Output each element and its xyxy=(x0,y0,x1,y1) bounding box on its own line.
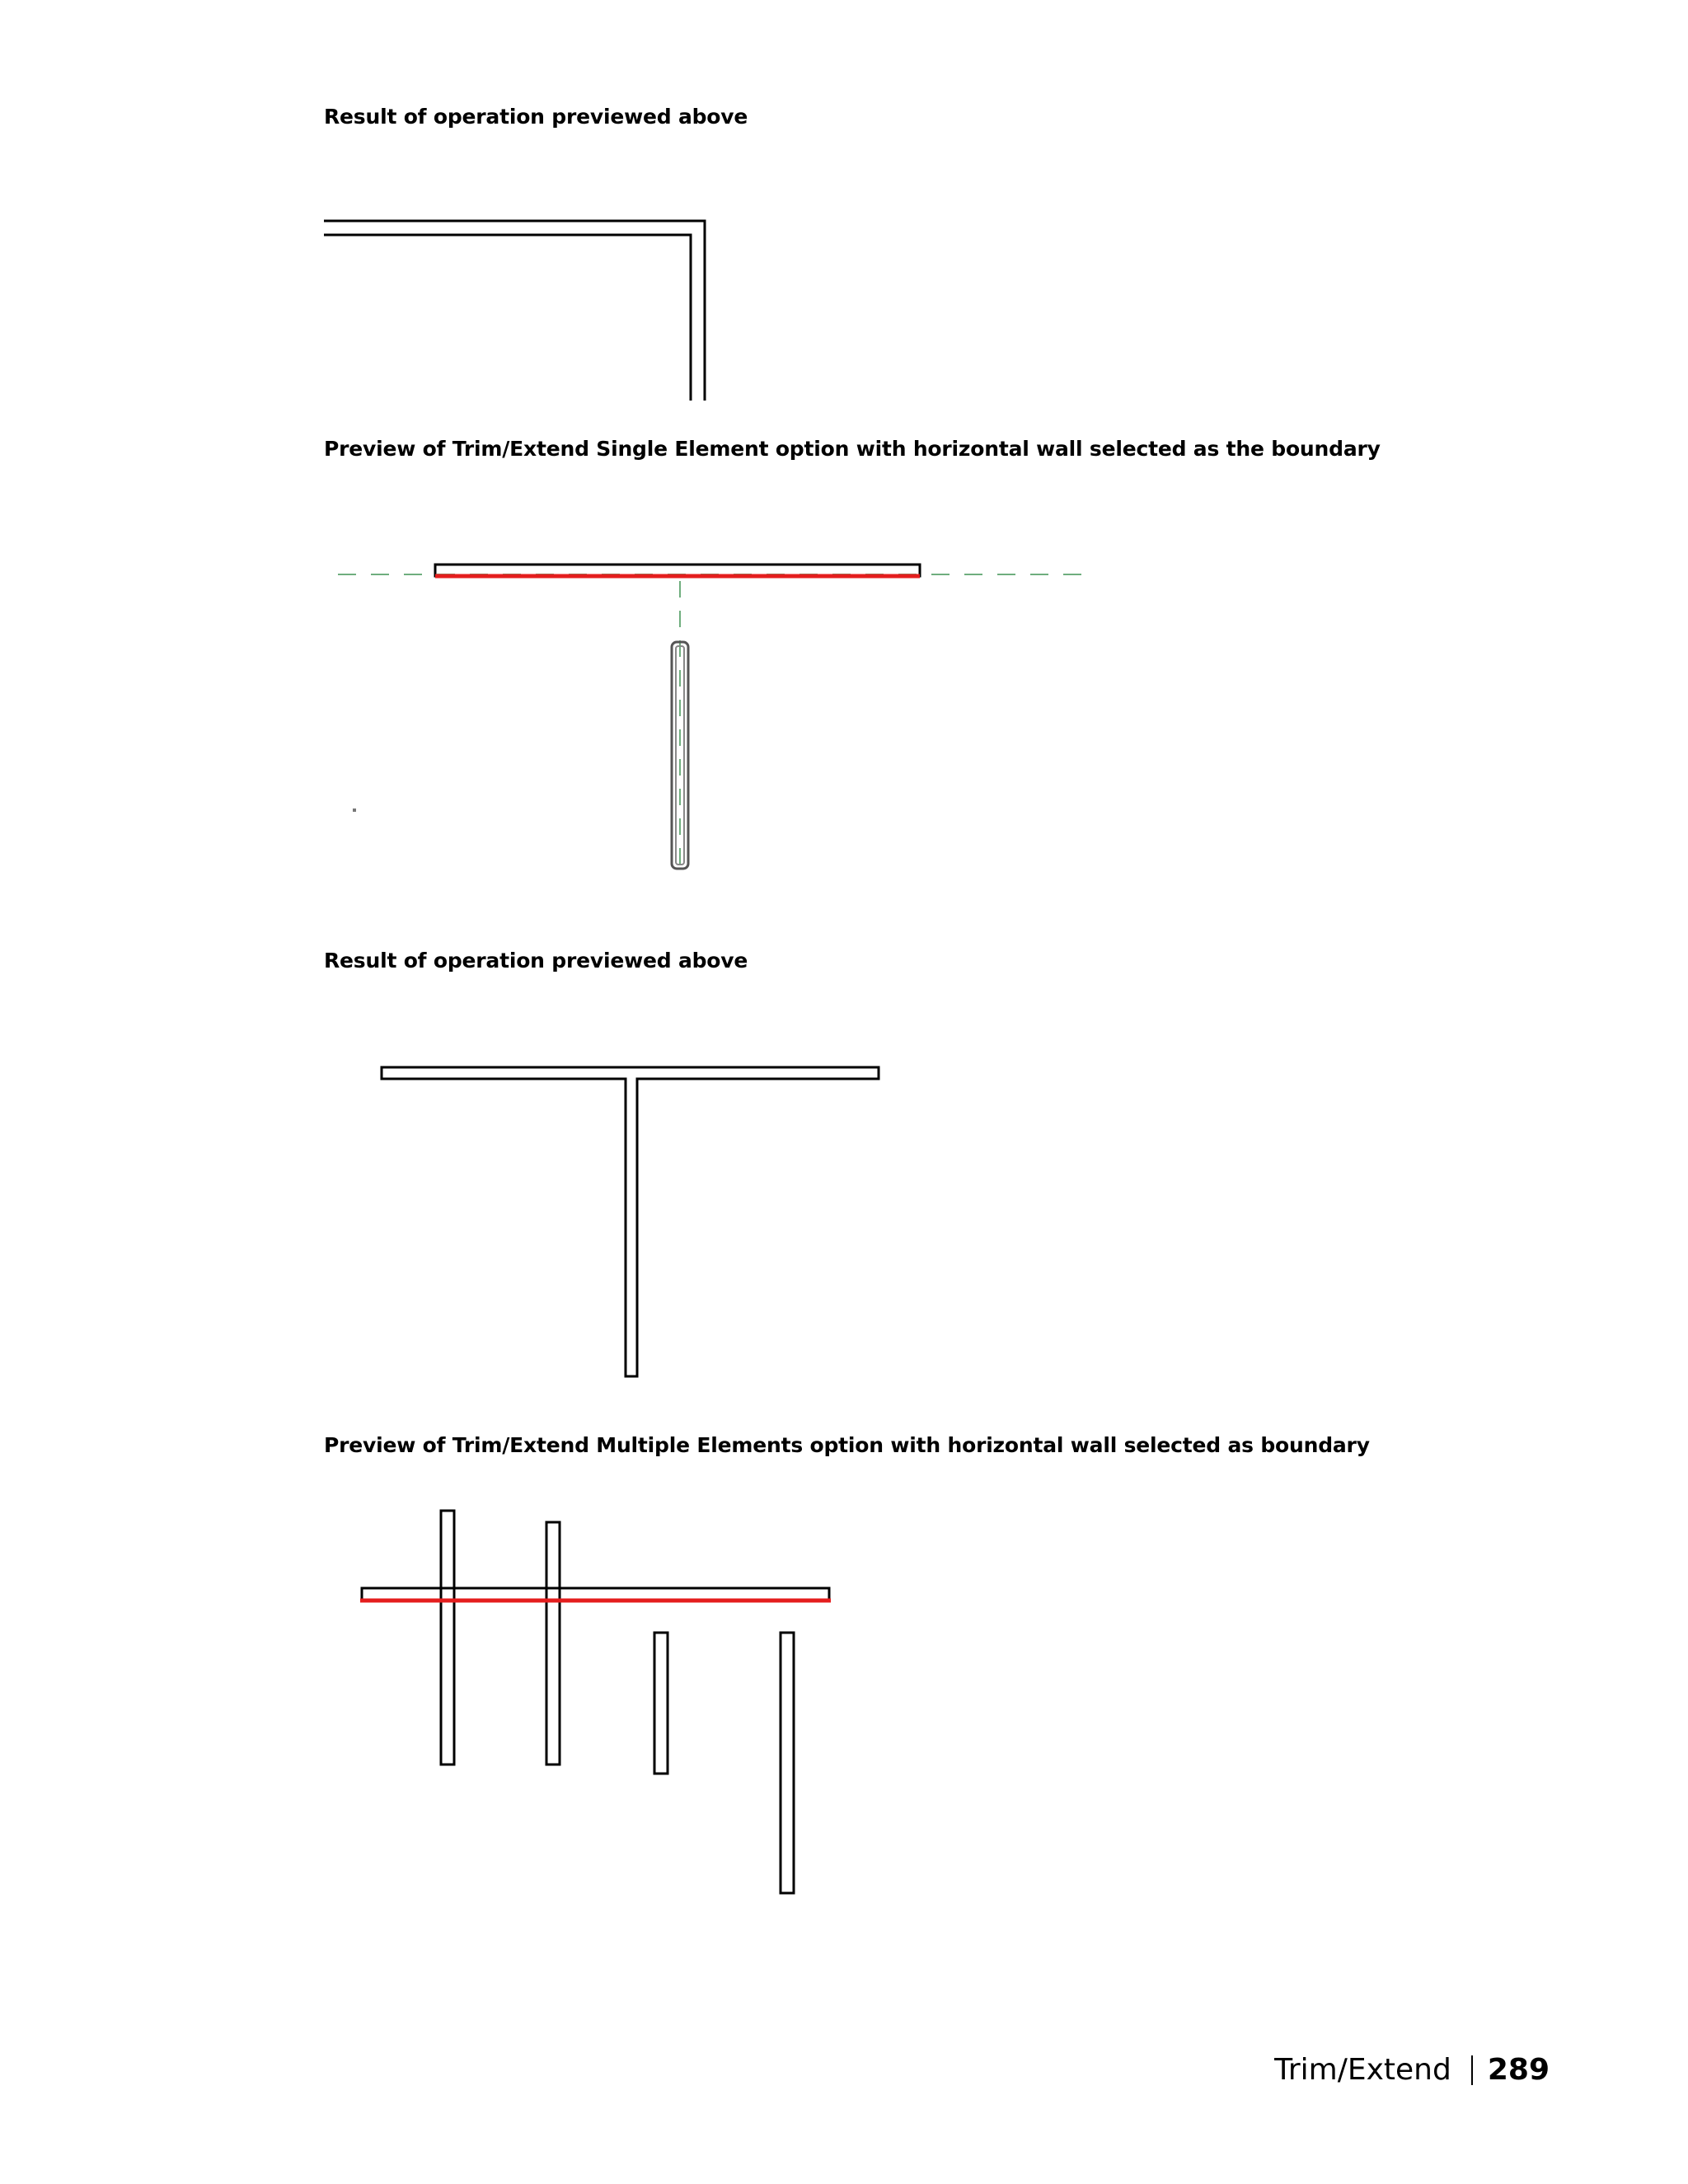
footer-section-title: Trim/Extend xyxy=(1274,2053,1451,2087)
figure-caption-result-2: Result of operation previewed above xyxy=(324,949,748,972)
page-footer xyxy=(1274,2052,1550,2088)
footer-separator xyxy=(1471,2055,1473,2085)
figure-caption-preview-single: Preview of Trim/Extend Single Element option with horizontal wall selected as the boundary xyxy=(324,437,1381,461)
page-number: 289 xyxy=(1487,2053,1550,2087)
vertical-wall-1 xyxy=(441,1511,454,1765)
vertical-wall-4 xyxy=(781,1633,794,1893)
vertical-wall-3 xyxy=(654,1633,668,1774)
figure-caption-result-1: Result of operation previewed above xyxy=(324,105,748,129)
figure-caption-preview-multiple: Preview of Trim/Extend Multiple Elements option with horizontal wall selected as boundary xyxy=(324,1433,1370,1457)
vertical-wall-2 xyxy=(546,1522,560,1765)
